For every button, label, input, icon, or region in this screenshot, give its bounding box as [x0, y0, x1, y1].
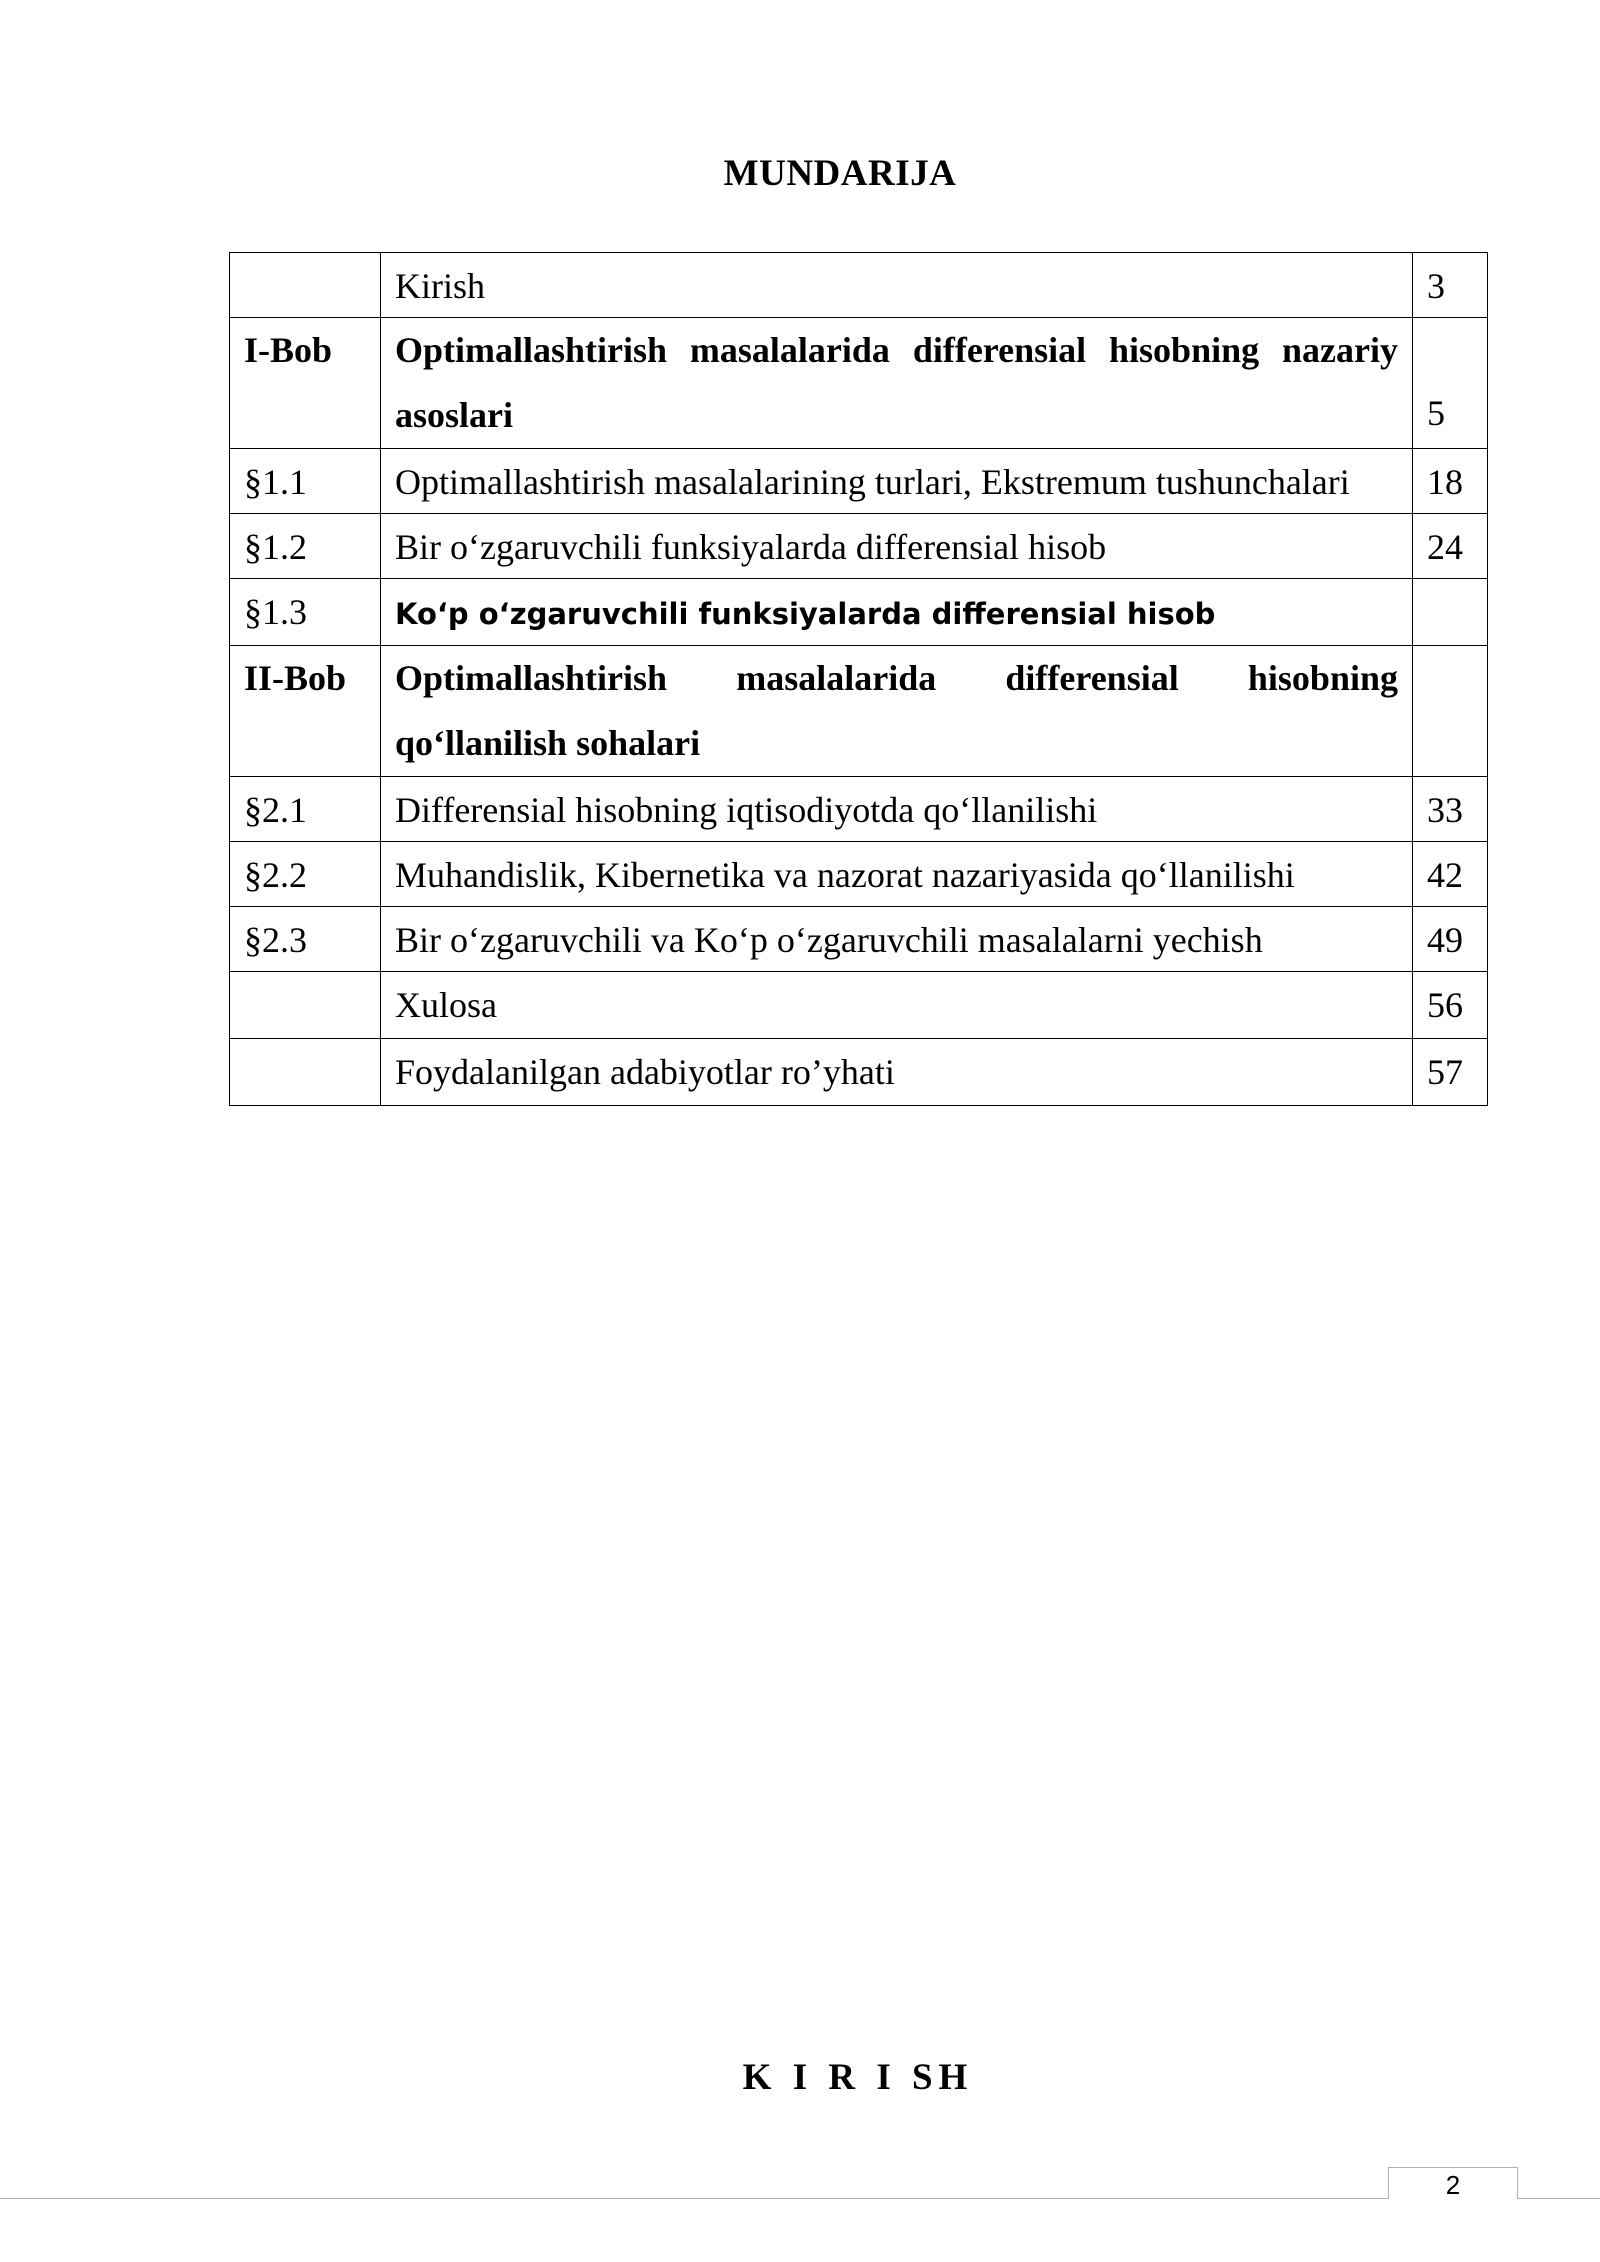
toc-page: 57	[1413, 1039, 1488, 1106]
table-row	[230, 579, 1488, 646]
toc-page: 24	[1413, 514, 1488, 579]
toc-number	[230, 253, 381, 318]
table-row	[230, 646, 1488, 777]
toc-title: Ko‘p o‘zgaruvchili funksiyalarda differensial hisob	[395, 597, 1216, 631]
toc-page: 18	[1413, 449, 1488, 514]
toc-title: Optimallashtirish masalalarida differensial hisobning nazariy asoslari	[381, 318, 1413, 449]
toc-number	[230, 972, 381, 1039]
toc-page	[1413, 579, 1488, 646]
toc-page: 42	[1413, 842, 1488, 907]
table-row	[230, 514, 1488, 579]
toc-title: Optimallashtirish masalalarida differensial hisobning qo‘llanilish sohalari	[381, 646, 1413, 777]
toc-title: Bir o‘zgaruvchili funksiyalarda differensial hisob	[381, 514, 1413, 579]
toc-page: 33	[1413, 777, 1488, 842]
toc-number: §2.3	[230, 907, 381, 972]
table-row	[230, 318, 1488, 449]
table-row	[230, 907, 1488, 972]
table-row	[230, 253, 1488, 318]
toc-page: 5	[1413, 318, 1488, 449]
table-of-contents	[229, 252, 1488, 1106]
toc-number: §1.1	[230, 449, 381, 514]
toc-title: Muhandislik, Kibernetika va nazorat nazariyasida qo‘llanilishi	[381, 842, 1413, 907]
toc-page: 56	[1413, 972, 1488, 1039]
toc-number: II-Bob	[230, 646, 381, 777]
toc-page: 3	[1413, 253, 1488, 318]
footer-divider	[0, 2198, 1600, 2199]
toc-page	[1413, 646, 1488, 777]
toc-page: 49	[1413, 907, 1488, 972]
toc-number: I-Bob	[230, 318, 381, 449]
toc-title: Optimallashtirish masalalarining turlari, Ekstremum tushunchalari	[381, 449, 1413, 514]
table-row	[230, 449, 1488, 514]
toc-number	[230, 1039, 381, 1106]
toc-number: §1.2	[230, 514, 381, 579]
table-row	[230, 842, 1488, 907]
toc-title: Kirish	[381, 253, 1413, 318]
toc-title: Bir o‘zgaruvchili va Ko‘p o‘zgaruvchili masalalarni yechish	[381, 907, 1413, 972]
toc-number: §2.1	[230, 777, 381, 842]
toc-number: §2.2	[230, 842, 381, 907]
toc-number: §1.3	[230, 579, 381, 646]
table-row	[230, 777, 1488, 842]
toc-title: Differensial hisobning iqtisodiyotda qo‘llanilishi	[381, 777, 1413, 842]
table-row	[230, 1039, 1488, 1106]
section-heading: K I R I SH	[742, 2057, 974, 2098]
page-number: 2	[1388, 2167, 1518, 2199]
table-row	[230, 972, 1488, 1039]
toc-title: Foydalanilgan adabiyotlar ro’yhati	[381, 1039, 1413, 1106]
toc-title: Xulosa	[381, 972, 1413, 1039]
page-title: MUNDARIJA	[723, 153, 957, 194]
